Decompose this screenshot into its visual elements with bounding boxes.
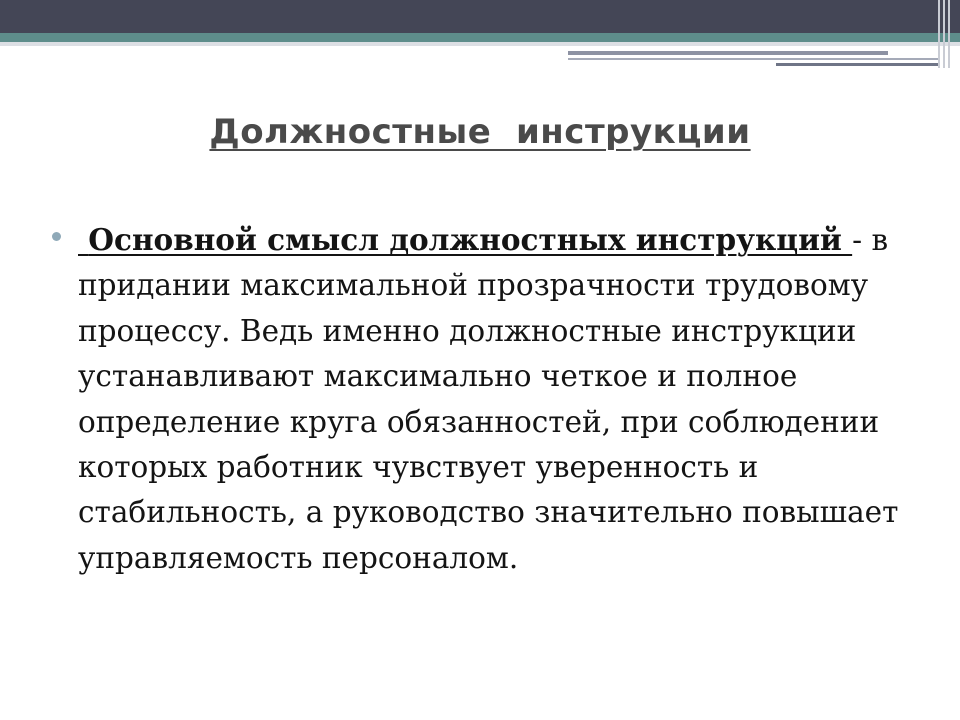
bullet-paragraph [78,217,908,581]
bullet-lead-phrase: Основной смысл должностных инструкций [78,222,853,257]
corner-rib [938,0,940,68]
decorative-line [776,63,940,66]
bullet-dot-icon [52,232,61,241]
header-teal-stripe [0,33,960,42]
decorative-line [568,58,940,60]
corner-rib [948,0,950,68]
corner-rib [943,0,945,68]
slide-title: Должностные инструкции [209,112,751,152]
header-decoration-bar [0,0,960,33]
decorative-line [568,51,888,55]
bullet-body-text: - в придании максимальной прозрачности трудовому процессу. Ведь именно должностные инструкции устанавливают максимально четкое и полное определение круга обязанностей, при соблюдении которых работник чувствует уверенность и стабильность, а руководство значительно повышает управляемость персоналом. [78,223,899,575]
corner-decoration [938,0,954,68]
header-light-band [0,42,960,46]
